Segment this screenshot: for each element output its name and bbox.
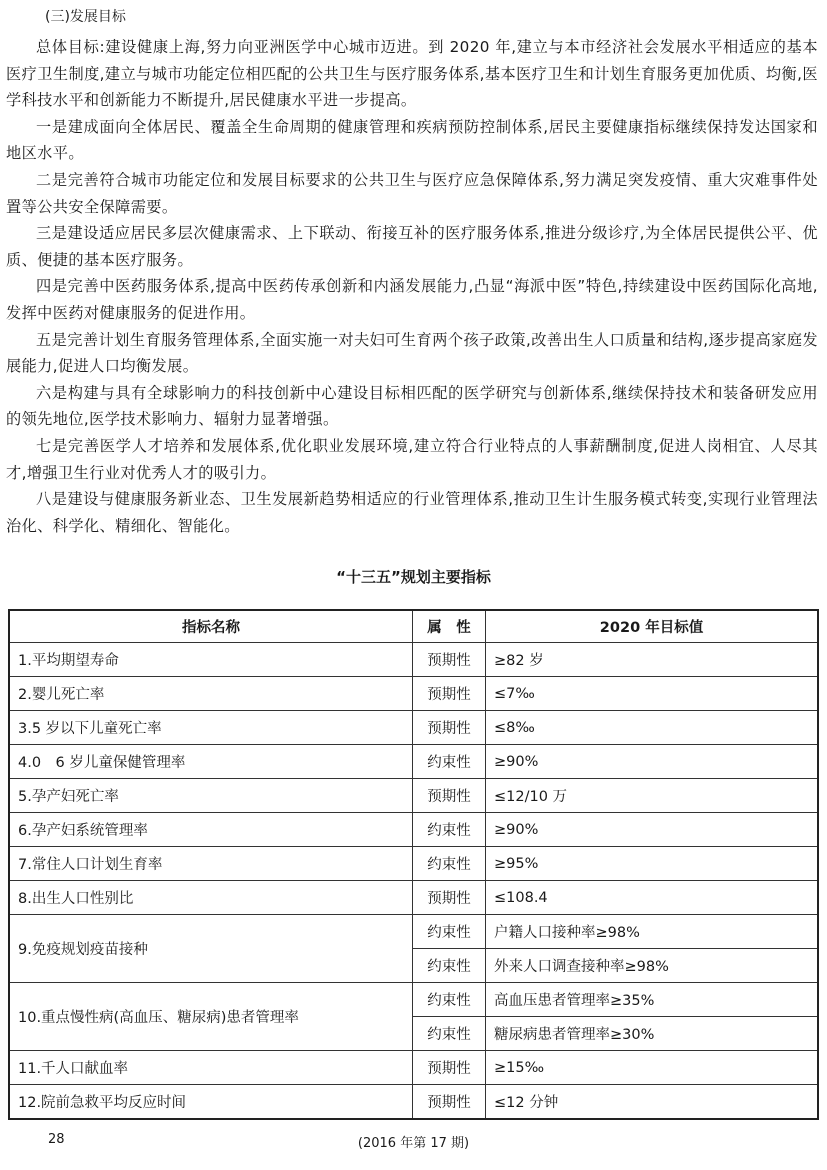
paragraph-goal-3: 三是建设适应居民多层次健康需求、上下联动、衔接互补的医疗服务体系,推进分级诊疗,为全体居民提供公平、优质、便捷的基本医疗服务。 xyxy=(6,224,818,269)
indicator-target: ≥95% xyxy=(486,847,819,881)
indicator-target: 高血压患者管理率≥35% xyxy=(486,983,819,1017)
table-row xyxy=(9,1085,818,1120)
table-row xyxy=(9,711,818,745)
table-row xyxy=(9,915,818,949)
table-row xyxy=(9,847,818,881)
table-row xyxy=(9,745,818,779)
issue-label: (2016 年第 17 期) xyxy=(357,1136,470,1151)
indicator-name: 2.婴儿死亡率 xyxy=(9,677,413,711)
paragraph-goal-8: 八是建设与健康服务新业态、卫生发展新趋势相适应的行业管理体系,推动卫生计生服务模式转变,实现行业管理法治化、科学化、精细化、智能化。 xyxy=(6,490,818,535)
indicator-target: 糖尿病患者管理率≥30% xyxy=(486,1017,819,1051)
indicator-name: 8.出生人口性别比 xyxy=(9,881,413,915)
indicator-attribute: 预期性 xyxy=(413,779,486,813)
indicator-name: 9.免疫规划疫苗接种 xyxy=(9,915,413,983)
indicator-name: 11.千人口献血率 xyxy=(9,1051,413,1085)
indicator-attribute: 约束性 xyxy=(413,983,486,1017)
section-heading: (三)发展目标 xyxy=(45,9,126,25)
indicator-target: ≤12/10 万 xyxy=(486,779,819,813)
body-text xyxy=(6,34,818,539)
table-row xyxy=(9,779,818,813)
indicator-name: 1.平均期望寿命 xyxy=(9,643,413,677)
paragraph-goal-2: 二是完善符合城市功能定位和发展目标要求的公共卫生与医疗应急保障体系,努力满足突发疫情、重大灾难事件处置等公共安全保障需要。 xyxy=(6,170,818,216)
indicator-attribute: 预期性 xyxy=(413,643,486,677)
table-title: “十三五”规划主要指标 xyxy=(336,568,491,586)
indicator-name: 5.孕产妇死亡率 xyxy=(9,779,413,813)
header-attribute: 属 性 xyxy=(413,610,486,643)
table-row xyxy=(9,881,818,915)
indicator-name: 7.常住人口计划生育率 xyxy=(9,847,413,881)
indicator-attribute: 约束性 xyxy=(413,915,486,949)
indicator-attribute: 约束性 xyxy=(413,949,486,983)
header-indicator-name: 指标名称 xyxy=(9,610,413,643)
table-row xyxy=(9,677,818,711)
table-row xyxy=(9,983,818,1017)
indicator-name: 4.0 6 岁儿童保健管理率 xyxy=(9,745,413,779)
indicator-target: ≥15‰ xyxy=(486,1051,819,1085)
indicator-name: 10.重点慢性病(高血压、糖尿病)患者管理率 xyxy=(9,983,413,1051)
indicator-attribute: 预期性 xyxy=(413,677,486,711)
indicator-target: ≥82 岁 xyxy=(486,643,819,677)
indicator-attribute: 预期性 xyxy=(413,711,486,745)
paragraph-goal-4: 四是完善中医药服务体系,提高中医药传承创新和内涵发展能力,凸显“海派中医”特色,持续建设中医药国际化高地,发挥中医药对健康服务的促进作用。 xyxy=(6,277,818,322)
indicator-attribute: 约束性 xyxy=(413,1017,486,1051)
indicator-target: ≥90% xyxy=(486,813,819,847)
paragraph-overall-goal: 总体目标:建设健康上海,努力向亚洲医学中心城市迈进。到 2020 年,建立与本市经济社会发展水平相适应的基本医疗卫生制度,建立与城市功能定位相匹配的公共卫生与医疗服务体系,基本医疗卫生和计划生育服务更加优质、均衡,医学科技水平和创新能力不断提升,居民健康水平进一步提高。 xyxy=(6,38,818,110)
paragraph-goal-1: 一是建成面向全体居民、覆盖全生命周期的健康管理和疾病预防控制体系,居民主要健康指标继续保持发达国家和地区水平。 xyxy=(6,117,818,163)
indicator-target: 户籍人口接种率≥98% xyxy=(486,915,819,949)
header-target-value: 2020 年目标值 xyxy=(486,610,819,643)
paragraph-goal-5: 五是完善计划生育服务管理体系,全面实施一对夫妇可生育两个孩子政策,改善出生人口质量和结构,逐步提高家庭发展能力,促进人口均衡发展。 xyxy=(6,330,818,376)
indicator-target: ≤8‰ xyxy=(486,711,819,745)
table-row xyxy=(9,643,818,677)
indicator-target: ≤7‰ xyxy=(486,677,819,711)
paragraph-goal-6: 六是构建与具有全球影响力的科技创新中心建设目标相匹配的医学研究与创新体系,继续保持技术和装备研发应用的领先地位,医学技术影响力、辐射力显著增强。 xyxy=(6,383,818,429)
indicator-attribute: 预期性 xyxy=(413,1051,486,1085)
indicator-attribute: 约束性 xyxy=(413,745,486,779)
table-header-row xyxy=(9,610,818,643)
indicator-attribute: 约束性 xyxy=(413,847,486,881)
indicator-name: 6.孕产妇系统管理率 xyxy=(9,813,413,847)
indicator-target: ≥90% xyxy=(486,745,819,779)
indicator-name: 3.5 岁以下儿童死亡率 xyxy=(9,711,413,745)
indicator-target: ≤108.4 xyxy=(486,881,819,915)
indicator-target: 外来人口调查接种率≥98% xyxy=(486,949,819,983)
table-row xyxy=(9,813,818,847)
table-row xyxy=(9,1051,818,1085)
indicator-name: 12.院前急救平均反应时间 xyxy=(9,1085,413,1120)
paragraph-goal-7: 七是完善医学人才培养和发展体系,优化职业发展环境,建立符合行业特点的人事薪酬制度,促进人岗相宜、人尽其才,增强卫生行业对优秀人才的吸引力。 xyxy=(6,436,818,482)
indicator-attribute: 约束性 xyxy=(413,813,486,847)
indicator-attribute: 预期性 xyxy=(413,1085,486,1120)
indicator-target: ≤12 分钟 xyxy=(486,1085,819,1120)
indicators-table xyxy=(8,609,819,1120)
indicator-attribute: 预期性 xyxy=(413,881,486,915)
page-number: 28 xyxy=(48,1132,65,1147)
